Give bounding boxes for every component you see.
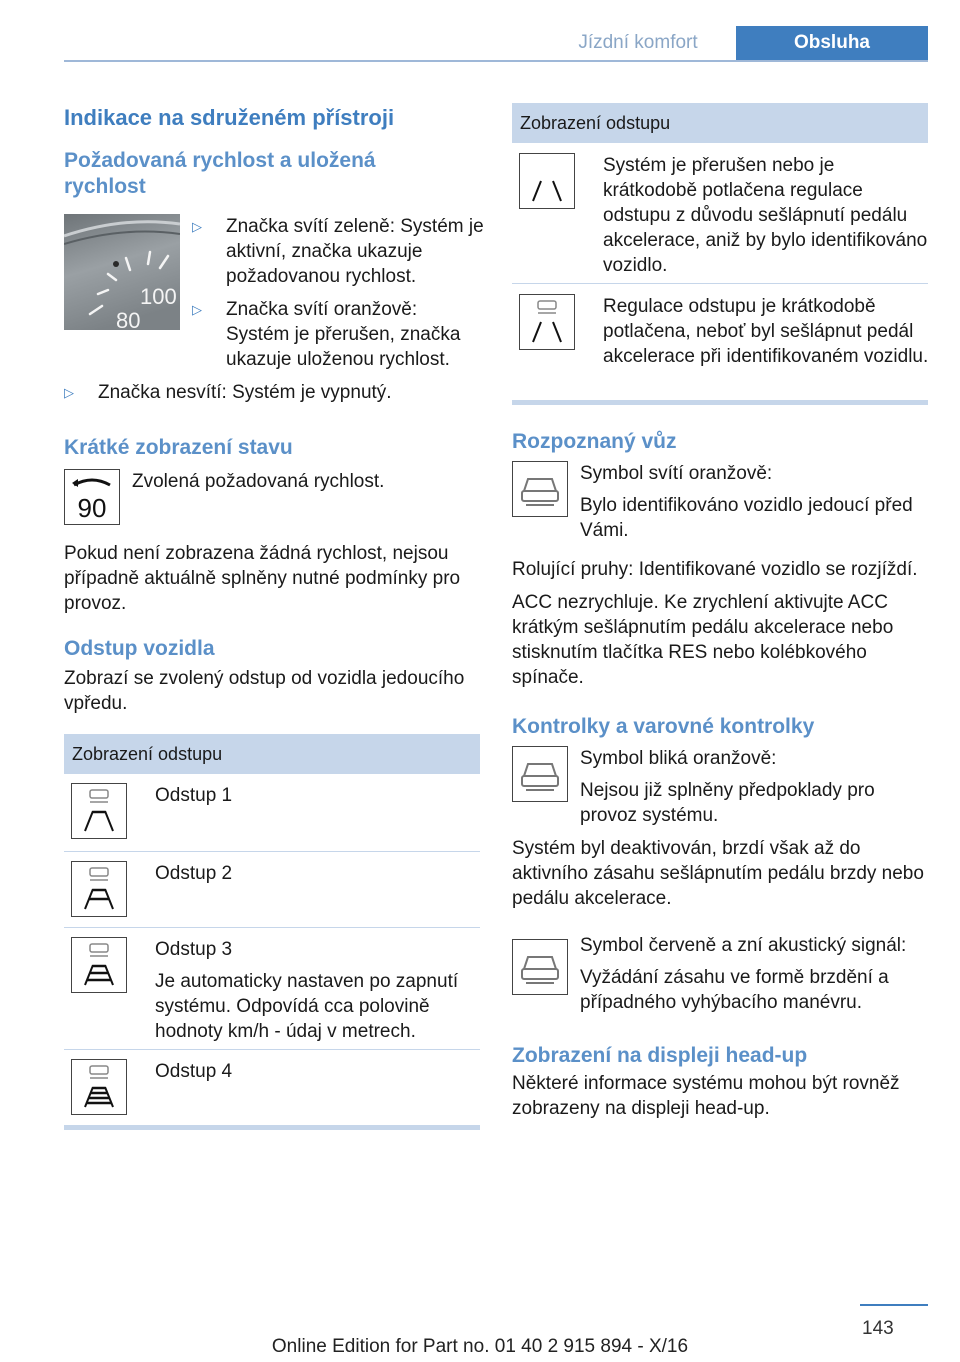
speed-90-icon [64, 469, 120, 525]
left-column [64, 100, 484, 1130]
right-column [512, 103, 928, 1121]
table-end-bar [512, 400, 928, 405]
table-row [64, 928, 480, 1050]
car-text: Vyžádání zásahu ve formě brzdění a případného vyhýbacího manévru. [580, 967, 889, 1013]
table-row [512, 284, 928, 400]
distance-suppressed-icon [519, 294, 575, 350]
triangle-bullet-icon: ▷ [192, 219, 202, 234]
warning-block-1 [512, 746, 928, 828]
distance-interrupted-icon [519, 153, 575, 209]
distance-2-icon [71, 861, 127, 917]
distance-3-icon [71, 937, 127, 993]
car-text: Symbol červeně a zní akustický signál: [580, 935, 907, 956]
heading-detected-car: Rozpoznaný vůz [512, 430, 677, 453]
header-divider [64, 60, 928, 62]
table-header: Zobrazení odstupu [512, 103, 928, 143]
table-row [64, 1050, 480, 1125]
table-header: Zobrazení odstupu [64, 734, 480, 774]
car-text: Bylo identifikováno vozidlo jedoucí před Vámi. [580, 495, 913, 541]
footer-divider [860, 1304, 928, 1306]
paragraph-no-speed: Pokud není zobrazena žádná rychlost, nejsou případně aktuálně splněny nutné podmínky pro provoz. [64, 543, 461, 614]
warning-block-2 [512, 933, 928, 1015]
bullet-text: Značka nesvítí: Systém je vypnutý. [98, 382, 392, 403]
paragraph-rolling: Rolující pruhy: Identifikované vozidlo se rozjíždí. [512, 559, 918, 580]
paragraph-distance: Zobrazí se zvolený odstup od vozidla jedoucího vpředu. [64, 668, 465, 714]
footer-edition: Online Edition for Part no. 01 40 2 915 894 - X/16 [271, 1336, 689, 1357]
triangle-bullet-icon: ▷ [192, 302, 202, 317]
car-text: Symbol svítí oranžově: [580, 463, 773, 484]
heading-head-up: Zobrazení na displeji head-up [512, 1044, 808, 1067]
detected-car-block [512, 461, 928, 543]
distance-1-icon [71, 783, 127, 839]
paragraph-deactivated: Systém byl deaktivován, brzdí však až do aktivního zásahu sešlápnutím pedálu brzdy nebo pedálu akcelerace. [512, 838, 924, 909]
bullet-off [64, 380, 480, 405]
speedometer-image [64, 214, 180, 372]
bullet-text: Značka svítí zeleně: Systém je aktivní, značka ukazuje požadovanou rychlost. [226, 216, 484, 287]
row-text: Regulace odstupu je krátkodobě potlačena, neboť byl sešlápnut pedál akcelerace při identifikovaném vozidlu. [603, 296, 929, 367]
heading-distance: Odstup vozidla [64, 637, 215, 660]
row-text: Odstup 1 [155, 785, 233, 806]
row-text: Odstup 3 [155, 939, 233, 960]
bullet-text: Značka svítí oranžově: Systém je přerušen, značka ukazuje uloženou rychlost. [226, 299, 461, 370]
table-row [64, 774, 480, 852]
row-text: Systém je přerušen nebo je krátkodobě potlačena regulace odstupu z důvodu sešlápnutí pedálu akcelerace, aniž by bylo identifikováno vozidlo. [603, 155, 928, 276]
row-text: Je automaticky nastaven po zapnutí systému. Odpovídá cca polovině hodnoty km/h - údaj v metrech. [155, 971, 459, 1042]
page-number: 143 [862, 1318, 894, 1339]
distance-4-icon [71, 1059, 127, 1115]
car-blinking-icon [512, 746, 568, 828]
speed-value: 90 [77, 493, 107, 523]
bullet-orange [192, 297, 484, 372]
header-chapter: Jízdní komfort [578, 32, 698, 53]
paragraph-acc: ACC nezrychluje. Ke zrychlení aktivujte ACC krátkým sešlápnutím pedálu akcelerace nebo stisknutím tlačítka RES nebo kolébkového spínače. [512, 592, 894, 688]
car-text: Symbol bliká oranžově: [580, 748, 777, 769]
table-row [512, 143, 928, 284]
distance-table-2 [512, 103, 928, 405]
heading-short-status: Krátké zobrazení stavu [64, 436, 293, 459]
triangle-bullet-icon: ▷ [64, 385, 74, 400]
speed-block [64, 214, 484, 372]
row-text: Odstup 2 [155, 863, 233, 884]
table-end-bar [64, 1125, 480, 1130]
status-text: Zvolená požadovaná rychlost. [132, 471, 385, 492]
bullet-green [192, 214, 484, 289]
status-block [64, 469, 480, 525]
car-orange-icon [512, 461, 568, 543]
heading-speed: Požadovaná rychlost a uložená rychlost [64, 149, 376, 198]
row-text: Odstup 4 [155, 1061, 233, 1082]
header-section: Obsluha [736, 26, 928, 60]
car-text: Nejsou již splněny předpoklady pro provoz systému. [580, 780, 875, 826]
speedo-label-80: 80 [116, 308, 141, 330]
heading-instrument-display: Indikace na sdruženém přístroji [64, 105, 395, 130]
table-row [64, 852, 480, 928]
paragraph-head-up: Některé informace systému mohou být rovněž zobrazeny na displeji head-up. [512, 1073, 900, 1119]
distance-table [64, 734, 480, 1130]
speedo-label-100: 100 [140, 284, 177, 309]
car-red-icon [512, 939, 568, 1015]
heading-warning-lights: Kontrolky a varovné kontrolky [512, 715, 815, 738]
